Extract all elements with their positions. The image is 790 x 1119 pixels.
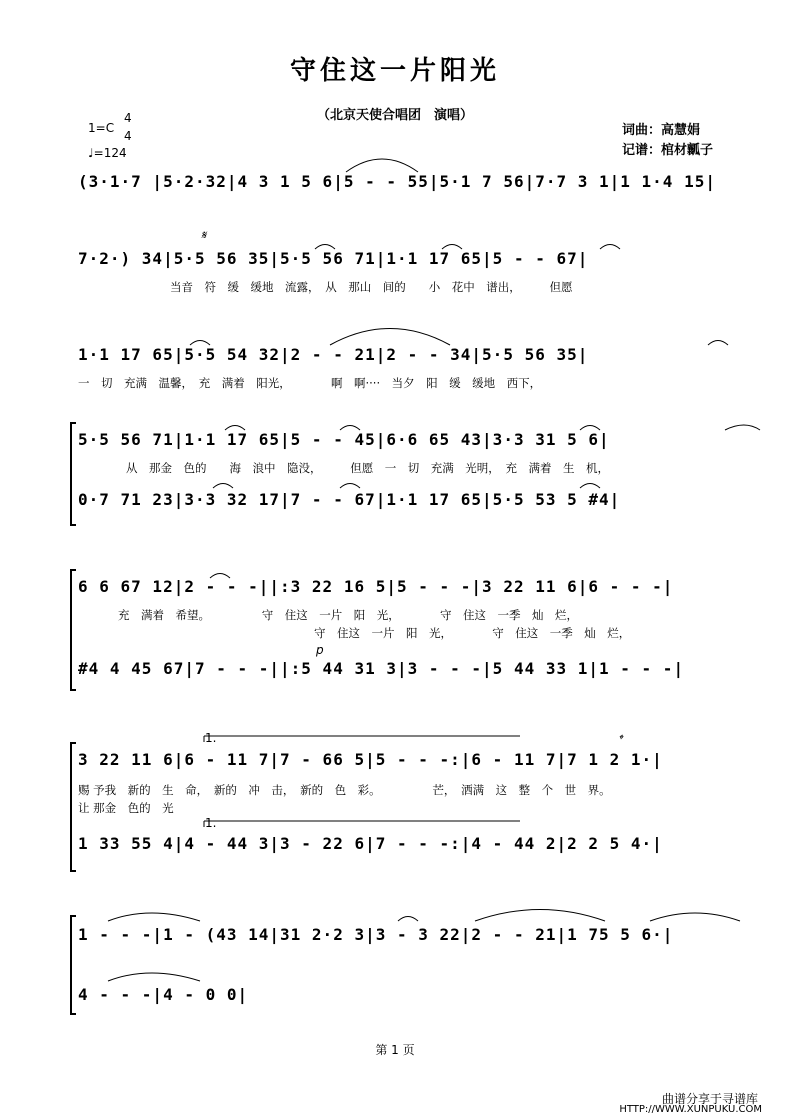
coda-sign: 𝄌 <box>618 732 623 746</box>
lyric-line-2: 让 那金 色的 光 <box>78 801 174 815</box>
melody-line: 7·2·) 34|5·5 56 35|5·5 56 71|1·1 17 65|5 - - 67| <box>78 249 589 268</box>
lyricist-credit: 词曲：高慧娟 <box>622 123 701 138</box>
slur <box>708 341 728 346</box>
slur <box>340 426 360 431</box>
slur <box>315 245 335 250</box>
slur <box>210 574 230 579</box>
slur <box>108 973 200 981</box>
watermark-url: HTTP://WWW.XUNPUKU.COM <box>619 1104 762 1115</box>
slur <box>398 917 418 922</box>
slur <box>650 913 740 921</box>
slur <box>580 426 600 431</box>
segno-sign: 𝄋 <box>201 228 207 242</box>
lyric-line: 从 那金 色的 海 浪中 隐没， 但愿 一 切 充满 光明， 充 满着 生 机， <box>126 461 609 475</box>
lyric-line: 一 切 充满 温馨， 充 满着 阳光， 啊 啊···· 当夕 阳 缓 缓地 西下， <box>78 376 542 390</box>
time-signature-bottom: 4 <box>124 129 132 143</box>
slur <box>600 245 620 250</box>
volta-bracket <box>204 736 520 742</box>
harmony-line: #4 4 45 67|7 - - -||:5 44 31 3|3 - - -|5 44 33 1|1 - - -| <box>78 659 685 678</box>
tempo-marking: ♩=124 <box>88 146 127 160</box>
harmony-line: 1 33 55 4|4 - 44 3|3 - 22 6|7 - - -:|4 - 44 2|2 2 5 4·| <box>78 834 663 853</box>
volta-bracket-label-harmony: 1. <box>205 816 217 830</box>
melody-line: 1·1 17 65|5·5 54 32|2 - - 21|2 - - 34|5·5 56 35| <box>78 345 589 364</box>
song-title: 守住这一片阳光 <box>289 56 500 86</box>
harmony-line: 0·7 71 23|3·3 32 17|7 - - 67|1·1 17 65|5·5 53 5 #4| <box>78 490 621 509</box>
transcriber-credit: 记谱：棺材瓤子 <box>622 143 714 158</box>
dynamic-piano: p <box>316 643 324 657</box>
melody-line: 5·5 56 71|1·1 17 65|5 - - 45|6·6 65 43|3·3 31 5 6| <box>78 430 610 449</box>
slur <box>725 425 760 430</box>
slur <box>475 910 605 922</box>
lyric-line: 充 满着 希望。 守 住这 一片 阳 光， 守 住这 一季 灿 烂， <box>118 608 578 622</box>
melody-line: 1 - - -|1 - (43 14|31 2·2 3|3 - 3 22|2 - - 21|1 75 5 6·| <box>78 925 674 944</box>
slur <box>213 484 233 489</box>
slur <box>442 245 462 250</box>
melody-line: 6 6 67 12|2 - - -||:3 22 16 5|5 - - -|3 22 11 6|6 - - -| <box>78 577 674 596</box>
lyric-line: 当音 符 缓 缓地 流露， 从 那山 间的 小 花中 谱出， 但愿 <box>170 280 573 294</box>
slur <box>330 329 450 346</box>
volta-bracket <box>204 821 520 827</box>
slur <box>580 484 600 489</box>
melody-line: (3·1·7 |5·2·32|4 3 1 5 6|5 - - 55|5·1 7 56|7·7 3 1|1 1·4 15| <box>78 172 716 191</box>
melody-line: 3 22 11 6|6 - 11 7|7 - 66 5|5 - - -:|6 - 11 7|7 1 2 1·| <box>78 750 663 769</box>
performer-subtitle: （北京天使合唱团 演唱） <box>316 108 473 123</box>
lyric-line-2: 守 住这 一片 阳 光， 守 住这 一季 灿 烂， <box>314 626 631 640</box>
key-signature: 1=C <box>88 121 115 135</box>
slur <box>190 341 210 346</box>
lyric-line: 赐 予我 新的 生 命， 新的 冲 击， 新的 色 彩。 芒， 洒满 这 整 个 世 界。 <box>78 783 611 797</box>
slur <box>340 484 360 489</box>
slur <box>225 426 245 431</box>
harmony-line: 4 - - -|4 - 0 0| <box>78 985 249 1004</box>
slur <box>108 913 200 921</box>
volta-bracket-label: 1. <box>205 731 217 745</box>
slur <box>346 159 418 172</box>
watermark-text: 曲谱分享于寻谱库 <box>661 1092 758 1106</box>
time-signature-top: 4 <box>124 111 132 125</box>
page-number: 第 1 页 <box>375 1043 415 1057</box>
